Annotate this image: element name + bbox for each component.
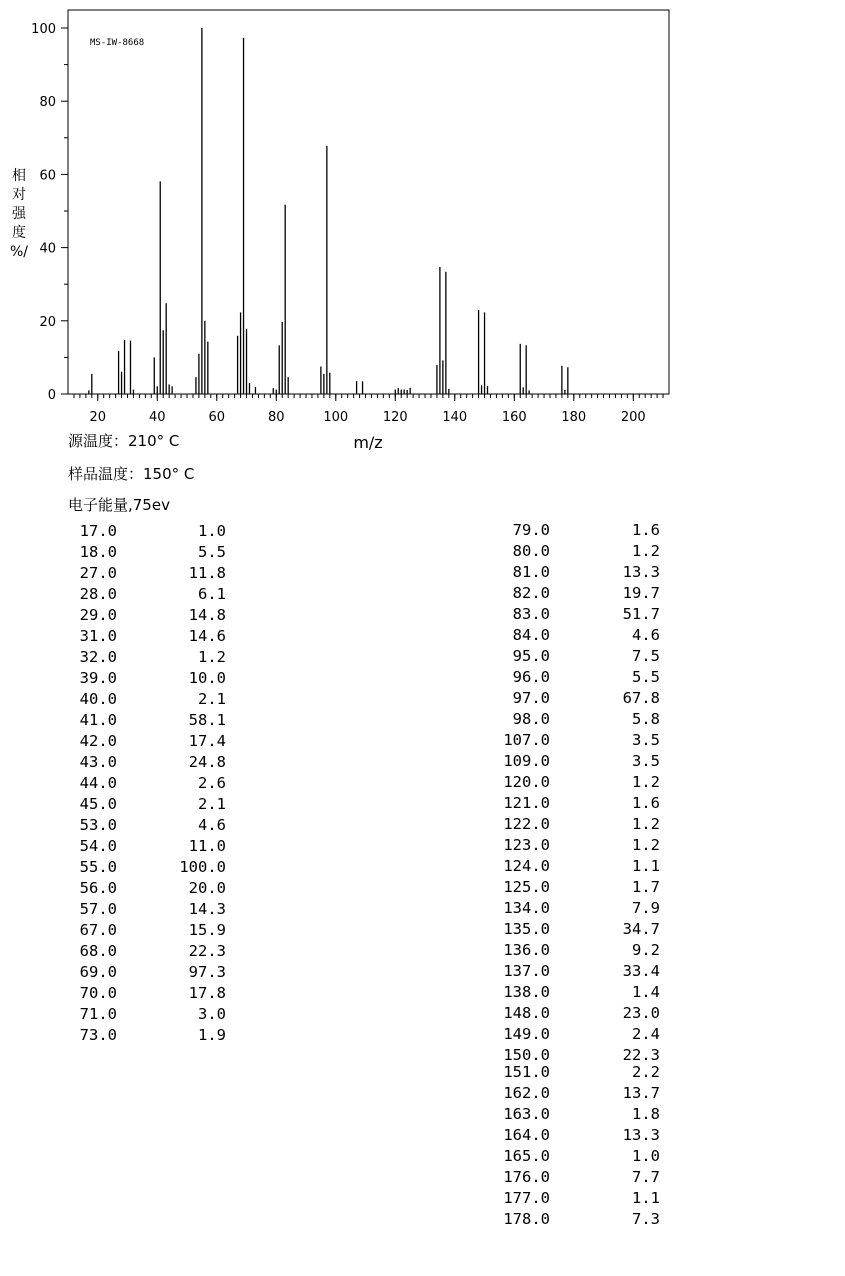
peak-intensity: 15.9 [188,921,226,939]
peak-table-row-left [71,773,226,794]
peak-mz: 136.0 [503,941,550,959]
peak-table-row-left [71,710,226,731]
peak-mz: 81.0 [512,563,550,581]
peak-table-row-left [71,731,226,752]
peak-mz: 125.0 [503,878,550,896]
peak-intensity: 11.8 [188,564,226,582]
peak-mz: 138.0 [503,983,550,1001]
y-tick-label: 60 [39,168,56,184]
peak-intensity: 22.3 [188,942,226,960]
peak-intensity: 10.0 [188,669,226,687]
peak-table-row-left [71,920,226,941]
peak-intensity: 4.6 [198,816,226,834]
peak-intensity: 1.7 [632,878,660,896]
peak-table-row-right [493,1062,660,1083]
peak-table-row-right [493,1003,660,1024]
peak-mz: 82.0 [512,584,550,602]
peak-table-row-left [71,836,226,857]
mass-spectrum-chart [0,0,845,460]
peak-intensity: 13.3 [622,563,660,581]
peak-mz: 69.0 [79,963,117,981]
peak-mz: 98.0 [512,710,550,728]
peak-table-row-left [71,563,226,584]
peak-intensity: 1.2 [198,648,226,666]
peak-mz: 79.0 [512,521,550,539]
x-tick-label: 100 [323,410,349,425]
peak-table-row-right [493,1024,660,1045]
peak-intensity: 2.1 [198,690,226,708]
peak-intensity: 7.7 [632,1168,660,1186]
peak-mz: 39.0 [79,669,117,687]
peak-intensity: 7.9 [632,899,660,917]
peak-mz: 27.0 [79,564,117,582]
peak-intensity: 1.2 [632,836,660,854]
peak-mz: 177.0 [503,1189,550,1207]
peak-table-row-left [71,878,226,899]
peak-intensity: 1.0 [198,522,226,540]
peak-mz: 96.0 [512,668,550,686]
y-tick-label: 0 [47,388,56,403]
peak-table-row-right [493,1146,660,1167]
peak-intensity: 4.6 [632,626,660,644]
peak-mz: 84.0 [512,626,550,644]
peak-intensity: 7.3 [632,1210,660,1228]
peak-table-row-left [71,521,226,542]
peak-table-row-right [493,982,660,1003]
peak-table-row-left [71,542,226,563]
peak-mz: 150.0 [503,1046,550,1064]
peak-table-row-right [493,730,660,751]
peak-intensity: 33.4 [622,962,660,980]
peak-table-row-right [493,625,660,646]
peak-table-row-left [71,626,226,647]
peak-mz: 165.0 [503,1147,550,1165]
y-axis-label: 强 [12,206,26,222]
peak-table-row-left [71,1004,226,1025]
peak-mz: 28.0 [79,585,117,603]
peak-table-row-left [71,962,226,983]
peak-mz: 148.0 [503,1004,550,1022]
peak-intensity: 7.5 [632,647,660,665]
y-axis-label: %/ [9,244,29,260]
y-axis-label: 相 [12,168,26,184]
peak-mz: 54.0 [79,837,117,855]
y-tick-label: 100 [31,22,56,37]
peak-table-row-right [493,814,660,835]
peak-table-row-left [71,794,226,815]
peak-intensity: 100.0 [179,858,226,876]
peak-intensity: 9.2 [632,941,660,959]
peak-table-row-right [493,898,660,919]
peak-table-row-right [493,772,660,793]
peak-table-row-right [493,541,660,562]
peak-mz: 17.0 [79,522,117,540]
peak-intensity: 5.5 [632,668,660,686]
plot-frame [68,10,669,394]
peak-table-row-right [493,688,660,709]
y-axis-label: 度 [12,225,26,241]
x-tick-label: 40 [148,410,166,425]
peak-intensity: 2.6 [198,774,226,792]
peak-mz: 73.0 [79,1026,117,1044]
peak-intensity: 17.8 [188,984,226,1002]
peak-intensity: 1.6 [632,521,660,539]
x-tick-label: 20 [89,410,107,425]
peak-mz: 151.0 [503,1063,550,1081]
peak-table-row-right [493,751,660,772]
peak-intensity: 22.3 [622,1046,660,1064]
peak-table-row-right [493,856,660,877]
peak-table-row-left [71,668,226,689]
peak-mz: 123.0 [503,836,550,854]
peak-intensity: 24.8 [188,753,226,771]
peak-intensity: 1.4 [632,983,660,1001]
peak-mz: 164.0 [503,1126,550,1144]
peak-mz: 80.0 [512,542,550,560]
peak-mz: 53.0 [79,816,117,834]
peak-mz: 42.0 [79,732,117,750]
peak-mz: 83.0 [512,605,550,623]
peak-intensity: 11.0 [188,837,226,855]
x-tick-label: 140 [442,410,468,425]
peak-table-row-right [493,583,660,604]
peak-intensity: 14.3 [188,900,226,918]
peak-mz: 29.0 [79,606,117,624]
source-temperature: 源温度：210° C [68,432,180,450]
peak-table-row-left [71,941,226,962]
peak-mz: 97.0 [512,689,550,707]
peak-table-row-right [493,940,660,961]
peak-mz: 149.0 [503,1025,550,1043]
peak-table-row-right [493,562,660,583]
peak-mz: 55.0 [79,858,117,876]
x-tick-label: 120 [382,410,408,425]
peak-intensity: 14.6 [188,627,226,645]
peak-intensity: 19.7 [622,584,660,602]
peak-intensity: 5.8 [632,710,660,728]
peak-table-row-right [493,877,660,898]
peak-mz: 57.0 [79,900,117,918]
peak-table-row-right [493,646,660,667]
peak-mz: 163.0 [503,1105,550,1123]
y-tick-label: 80 [39,95,56,111]
x-tick-label: 200 [620,410,646,425]
peak-intensity: 3.5 [632,752,660,770]
peak-table-row-right [493,835,660,856]
peak-mz: 176.0 [503,1168,550,1186]
chart-title: MS-IW-8668 [90,38,145,48]
peak-mz: 71.0 [79,1005,117,1023]
x-tick-label: 160 [501,410,527,425]
peak-mz: 40.0 [79,690,117,708]
peak-intensity: 13.7 [622,1084,660,1102]
peak-mz: 45.0 [79,795,117,813]
peak-mz: 122.0 [503,815,550,833]
peak-table-row-left [71,899,226,920]
electron-energy: 电子能量,75ev [68,496,170,514]
peak-table-row-right [493,1083,660,1104]
peak-intensity: 2.4 [632,1025,660,1043]
peak-mz: 18.0 [79,543,117,561]
peak-intensity: 1.6 [632,794,660,812]
peak-intensity: 67.8 [622,689,660,707]
peak-intensity: 20.0 [188,879,226,897]
peak-mz: 31.0 [79,627,117,645]
peak-table-row-left [71,983,226,1004]
peak-mz: 41.0 [79,711,117,729]
peak-intensity: 1.1 [632,1189,660,1207]
sample-temperature: 样品温度：150° C [68,465,195,483]
peak-table-row-right [493,961,660,982]
x-axis-label: m/z [353,433,383,452]
peak-intensity: 34.7 [622,920,660,938]
peak-intensity: 17.4 [188,732,226,750]
peak-table-row-right [493,667,660,688]
peak-intensity: 1.0 [632,1147,660,1165]
peak-intensity: 1.2 [632,815,660,833]
peak-table-row-left [71,857,226,878]
peak-table-row-right [493,1167,660,1188]
peak-table-row-left [71,815,226,836]
peak-mz: 135.0 [503,920,550,938]
peak-table-row-left [71,752,226,773]
peak-intensity: 1.2 [632,773,660,791]
peak-mz: 56.0 [79,879,117,897]
peak-intensity: 14.8 [188,606,226,624]
x-tick-label: 180 [561,410,587,425]
peak-intensity: 23.0 [622,1004,660,1022]
peak-mz: 137.0 [503,962,550,980]
x-tick-label: 80 [267,410,285,425]
peak-intensity: 1.9 [198,1026,226,1044]
peak-table-row-left [71,605,226,626]
peak-mz: 44.0 [79,774,117,792]
x-tick-label: 60 [208,410,226,425]
peak-table-row-right [493,1209,660,1230]
peak-mz: 121.0 [503,794,550,812]
peak-table-row-right [493,604,660,625]
peak-table-row-right [493,1125,660,1146]
peak-mz: 109.0 [503,752,550,770]
peak-mz: 162.0 [503,1084,550,1102]
peak-intensity: 1.1 [632,857,660,875]
peak-intensity: 1.2 [632,542,660,560]
peak-intensity: 1.8 [632,1105,660,1123]
peak-table-row-left [71,1025,226,1046]
y-tick-label: 20 [39,314,56,330]
peak-table-row-right [493,1188,660,1209]
peak-mz: 107.0 [503,731,550,749]
peak-mz: 68.0 [79,942,117,960]
peak-intensity: 51.7 [622,605,660,623]
peak-table-row-left [71,647,226,668]
peak-mz: 178.0 [503,1210,550,1228]
peak-intensity: 5.5 [198,543,226,561]
peak-intensity: 58.1 [188,711,226,729]
peak-mz: 120.0 [503,773,550,791]
peak-mz: 43.0 [79,753,117,771]
peak-table-row-right [493,919,660,940]
peak-mz: 134.0 [503,899,550,917]
peak-intensity: 6.1 [198,585,226,603]
peak-table-row-right [493,793,660,814]
peak-mz: 32.0 [79,648,117,666]
peak-intensity: 2.1 [198,795,226,813]
peak-intensity: 3.0 [198,1005,226,1023]
y-tick-label: 40 [39,241,56,257]
y-axis-label: 对 [12,187,26,203]
peak-intensity: 3.5 [632,731,660,749]
peak-mz: 95.0 [512,647,550,665]
peak-mz: 124.0 [503,857,550,875]
peak-mz: 70.0 [79,984,117,1002]
peak-intensity: 97.3 [188,963,226,981]
peak-table-row-left [71,689,226,710]
peak-table-row-right [493,709,660,730]
peak-table-row-right [493,520,660,541]
peak-table-row-right [493,1104,660,1125]
peak-intensity: 13.3 [622,1126,660,1144]
peak-mz: 67.0 [79,921,117,939]
peak-table-row-left [71,584,226,605]
peak-intensity: 2.2 [632,1063,660,1081]
